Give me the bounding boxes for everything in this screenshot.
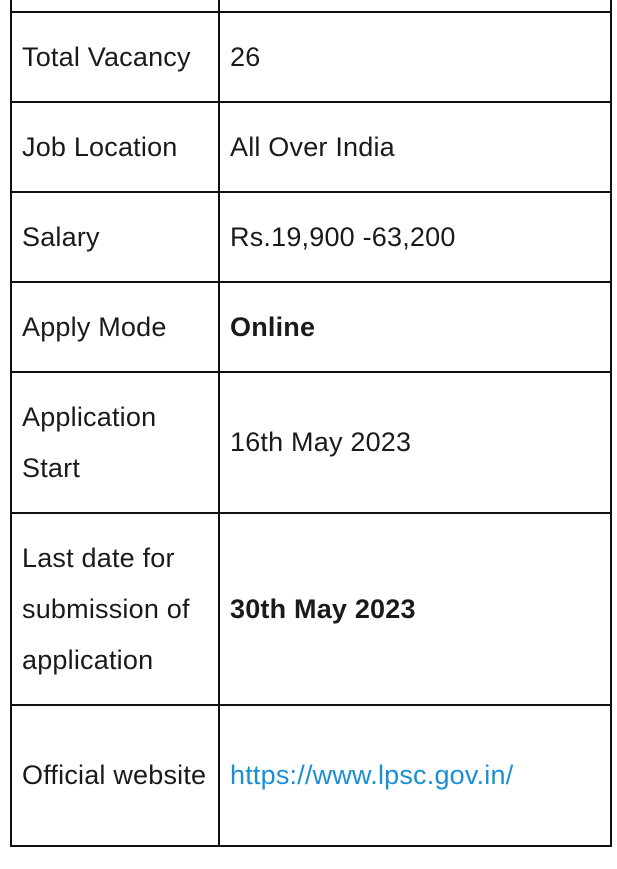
row-value: Online — [219, 282, 611, 372]
table-row-apply-mode — [11, 282, 611, 372]
row-label: Official website — [11, 705, 219, 846]
table-row-job-location — [11, 102, 611, 192]
row-label: Last date for submission of application — [11, 513, 219, 705]
table-row-total-vacancy — [11, 12, 611, 102]
row-value: 30th May 2023 — [219, 513, 611, 705]
row-label: Application Start — [11, 372, 219, 513]
row-label: Job Location — [11, 102, 219, 192]
row-label: Total Vacancy — [11, 12, 219, 102]
table-row-official-website — [11, 705, 611, 846]
details-table-container — [10, 0, 610, 847]
row-value: 16th May 2023 — [219, 372, 611, 513]
row-value: All Over India — [219, 102, 611, 192]
row-value: Rs.19,900 -63,200 — [219, 192, 611, 282]
official-website-link[interactable]: https://www.lpsc.gov.in/ — [230, 760, 514, 790]
table-cell-value — [219, 0, 611, 12]
row-value — [219, 705, 611, 846]
table-row-last-date — [11, 513, 611, 705]
table-cell-label — [11, 0, 219, 12]
table-row-partial — [11, 0, 611, 12]
table-row-salary — [11, 192, 611, 282]
row-label: Apply Mode — [11, 282, 219, 372]
job-details-table — [10, 0, 612, 847]
table-row-application-start — [11, 372, 611, 513]
row-value: 26 — [219, 12, 611, 102]
row-label: Salary — [11, 192, 219, 282]
